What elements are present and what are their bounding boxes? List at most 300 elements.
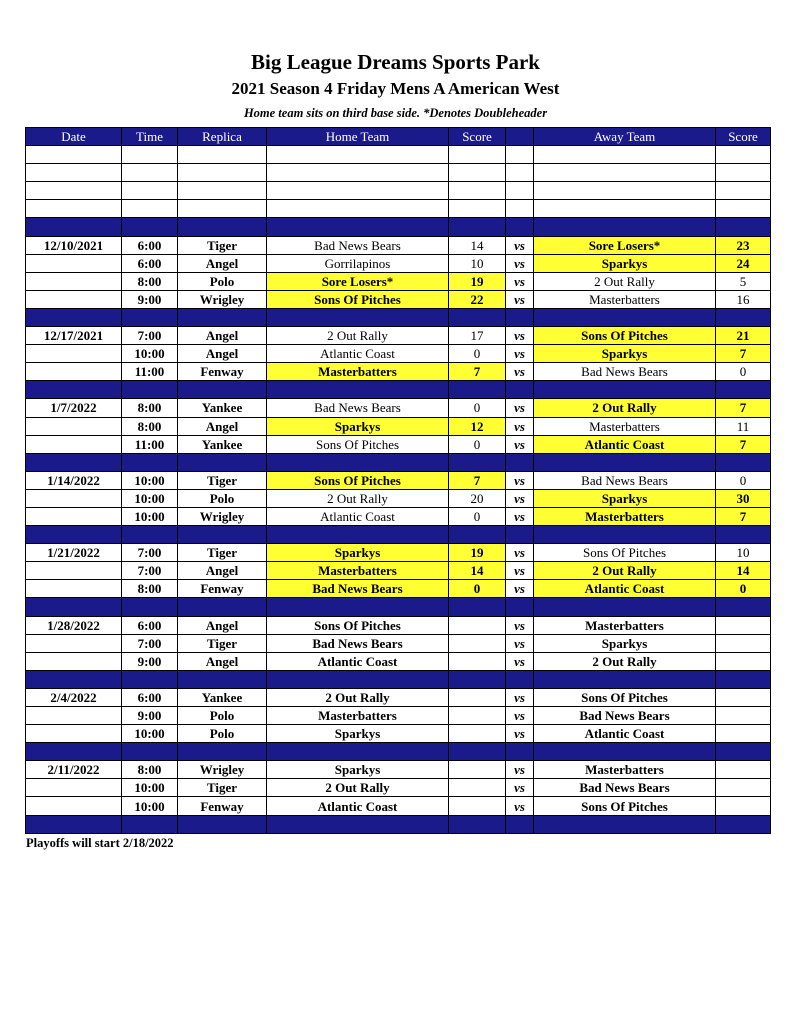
col-away-score: Score <box>716 128 771 146</box>
game-time: 10:00 <box>122 471 178 489</box>
separator-cell <box>178 743 267 761</box>
game-replica: Wrigley <box>178 507 267 525</box>
blank-cell <box>534 164 716 182</box>
game-date <box>26 652 122 670</box>
game-replica: Angel <box>178 562 267 580</box>
game-date <box>26 507 122 525</box>
away-score <box>716 652 771 670</box>
game-row <box>26 345 771 363</box>
away-team: Bad News Bears <box>534 363 716 381</box>
game-time: 9:00 <box>122 290 178 308</box>
blank-cell <box>178 182 267 200</box>
separator-cell <box>267 308 449 326</box>
blank-cell <box>716 146 771 164</box>
game-replica: Polo <box>178 272 267 290</box>
away-score: 7 <box>716 507 771 525</box>
separator-cell <box>178 453 267 471</box>
separator-cell <box>449 453 506 471</box>
away-score: 30 <box>716 489 771 507</box>
home-team: Sparkys <box>267 544 449 562</box>
home-score: 10 <box>449 254 506 272</box>
home-team: Sparkys <box>267 417 449 435</box>
blank-row <box>26 200 771 218</box>
separator-cell <box>534 218 716 236</box>
game-date: 1/14/2022 <box>26 471 122 489</box>
game-time: 10:00 <box>122 779 178 797</box>
home-team: Bad News Bears <box>267 580 449 598</box>
home-score <box>449 634 506 652</box>
vs-label: vs <box>506 544 534 562</box>
separator-cell <box>449 526 506 544</box>
schedule-body <box>26 146 771 834</box>
vs-label: vs <box>506 236 534 254</box>
away-score: 23 <box>716 236 771 254</box>
game-replica: Polo <box>178 725 267 743</box>
home-team: Sons Of Pitches <box>267 471 449 489</box>
home-score <box>449 797 506 815</box>
separator-cell <box>449 308 506 326</box>
blank-cell <box>122 182 178 200</box>
game-row <box>26 580 771 598</box>
home-team: Gorrilapinos <box>267 254 449 272</box>
game-date <box>26 435 122 453</box>
separator-cell <box>506 670 534 688</box>
home-team: 2 Out Rally <box>267 688 449 706</box>
home-score: 22 <box>449 290 506 308</box>
away-team: 2 Out Rally <box>534 272 716 290</box>
separator-cell <box>178 815 267 833</box>
game-replica: Wrigley <box>178 761 267 779</box>
away-team: Masterbatters <box>534 290 716 308</box>
game-time: 6:00 <box>122 236 178 254</box>
vs-label: vs <box>506 417 534 435</box>
away-team: Sparkys <box>534 634 716 652</box>
game-time: 8:00 <box>122 580 178 598</box>
week-separator <box>26 218 771 236</box>
game-time: 10:00 <box>122 345 178 363</box>
game-row <box>26 652 771 670</box>
game-row <box>26 779 771 797</box>
away-team: Bad News Bears <box>534 779 716 797</box>
blank-cell <box>122 146 178 164</box>
separator-cell <box>716 670 771 688</box>
game-time: 11:00 <box>122 363 178 381</box>
separator-cell <box>449 381 506 399</box>
separator-cell <box>449 670 506 688</box>
game-date <box>26 345 122 363</box>
game-replica: Tiger <box>178 634 267 652</box>
away-score <box>716 634 771 652</box>
game-date <box>26 417 122 435</box>
vs-label: vs <box>506 634 534 652</box>
home-team: Bad News Bears <box>267 399 449 417</box>
separator-cell <box>178 218 267 236</box>
separator-cell <box>716 453 771 471</box>
separator-cell <box>267 526 449 544</box>
vs-label: vs <box>506 507 534 525</box>
away-team: Sons Of Pitches <box>534 797 716 815</box>
home-team: Bad News Bears <box>267 634 449 652</box>
separator-cell <box>26 670 122 688</box>
game-time: 7:00 <box>122 327 178 345</box>
blank-cell <box>449 146 506 164</box>
playoffs-note: Playoffs will start 2/18/2022 <box>26 836 174 850</box>
vs-label: vs <box>506 761 534 779</box>
away-score <box>716 779 771 797</box>
blank-cell <box>26 200 122 218</box>
game-replica: Polo <box>178 707 267 725</box>
game-date: 2/4/2022 <box>26 688 122 706</box>
week-separator <box>26 453 771 471</box>
game-date: 12/17/2021 <box>26 327 122 345</box>
home-team: Masterbatters <box>267 562 449 580</box>
away-team: Sons Of Pitches <box>534 688 716 706</box>
vs-label: vs <box>506 471 534 489</box>
home-score: 12 <box>449 417 506 435</box>
separator-cell <box>178 670 267 688</box>
separator-cell <box>26 218 122 236</box>
separator-cell <box>716 308 771 326</box>
separator-cell <box>534 381 716 399</box>
game-replica: Tiger <box>178 471 267 489</box>
away-score: 0 <box>716 363 771 381</box>
game-row <box>26 562 771 580</box>
separator-cell <box>122 815 178 833</box>
game-row <box>26 254 771 272</box>
home-team: Masterbatters <box>267 707 449 725</box>
away-team: Sons Of Pitches <box>534 327 716 345</box>
separator-cell <box>716 526 771 544</box>
separator-cell <box>122 453 178 471</box>
game-replica: Fenway <box>178 580 267 598</box>
blank-row <box>26 146 771 164</box>
separator-cell <box>122 381 178 399</box>
blank-cell <box>26 146 122 164</box>
game-date: 2/11/2022 <box>26 761 122 779</box>
game-time: 9:00 <box>122 707 178 725</box>
game-replica: Angel <box>178 345 267 363</box>
separator-cell <box>267 598 449 616</box>
blank-cell <box>178 164 267 182</box>
game-date: 12/10/2021 <box>26 236 122 254</box>
game-time: 7:00 <box>122 562 178 580</box>
game-date <box>26 363 122 381</box>
separator-cell <box>534 815 716 833</box>
game-date <box>26 580 122 598</box>
away-team: 2 Out Rally <box>534 399 716 417</box>
away-score: 7 <box>716 399 771 417</box>
away-score: 10 <box>716 544 771 562</box>
away-team: Sons Of Pitches <box>534 544 716 562</box>
blank-cell <box>449 164 506 182</box>
col-vs <box>506 128 534 146</box>
separator-cell <box>506 381 534 399</box>
blank-cell <box>26 182 122 200</box>
blank-cell <box>26 164 122 182</box>
game-replica: Yankee <box>178 688 267 706</box>
page-subtitle: 2021 Season 4 Friday Mens A American West <box>231 79 560 98</box>
home-score: 17 <box>449 327 506 345</box>
blank-cell <box>122 164 178 182</box>
game-row <box>26 471 771 489</box>
separator-cell <box>506 308 534 326</box>
home-score: 7 <box>449 363 506 381</box>
home-team: Sons Of Pitches <box>267 616 449 634</box>
separator-cell <box>534 453 716 471</box>
game-row <box>26 236 771 254</box>
separator-cell <box>122 218 178 236</box>
separator-cell <box>716 598 771 616</box>
col-time: Time <box>122 128 178 146</box>
away-score: 0 <box>716 471 771 489</box>
away-score <box>716 725 771 743</box>
separator-cell <box>449 743 506 761</box>
game-replica: Tiger <box>178 544 267 562</box>
home-score <box>449 761 506 779</box>
separator-cell <box>178 308 267 326</box>
game-time: 10:00 <box>122 507 178 525</box>
blank-cell <box>178 146 267 164</box>
vs-label: vs <box>506 652 534 670</box>
game-time: 6:00 <box>122 616 178 634</box>
separator-cell <box>178 526 267 544</box>
separator-cell <box>267 381 449 399</box>
separator-cell <box>122 743 178 761</box>
separator-cell <box>267 743 449 761</box>
game-replica: Wrigley <box>178 290 267 308</box>
home-score: 0 <box>449 345 506 363</box>
away-team: Atlantic Coast <box>534 725 716 743</box>
away-team: Atlantic Coast <box>534 435 716 453</box>
blank-cell <box>506 164 534 182</box>
vs-label: vs <box>506 580 534 598</box>
away-team: Sparkys <box>534 345 716 363</box>
away-score: 7 <box>716 435 771 453</box>
separator-cell <box>449 598 506 616</box>
separator-cell <box>506 815 534 833</box>
game-row <box>26 489 771 507</box>
game-row <box>26 363 771 381</box>
away-score <box>716 797 771 815</box>
vs-label: vs <box>506 435 534 453</box>
blank-cell <box>534 146 716 164</box>
home-score: 19 <box>449 272 506 290</box>
vs-label: vs <box>506 688 534 706</box>
away-team: Masterbatters <box>534 761 716 779</box>
home-score <box>449 652 506 670</box>
separator-cell <box>534 743 716 761</box>
game-time: 8:00 <box>122 399 178 417</box>
game-date <box>26 272 122 290</box>
blank-cell <box>449 200 506 218</box>
separator-cell <box>716 743 771 761</box>
vs-label: vs <box>506 363 534 381</box>
away-score <box>716 688 771 706</box>
separator-cell <box>716 381 771 399</box>
separator-cell <box>267 815 449 833</box>
blank-cell <box>267 164 449 182</box>
blank-cell <box>534 182 716 200</box>
col-replica: Replica <box>178 128 267 146</box>
separator-cell <box>122 526 178 544</box>
away-score: 14 <box>716 562 771 580</box>
separator-cell <box>26 815 122 833</box>
game-row <box>26 327 771 345</box>
away-team: 2 Out Rally <box>534 652 716 670</box>
away-score: 16 <box>716 290 771 308</box>
game-time: 6:00 <box>122 688 178 706</box>
game-time: 10:00 <box>122 797 178 815</box>
col-home-score: Score <box>449 128 506 146</box>
away-score <box>716 707 771 725</box>
separator-cell <box>26 453 122 471</box>
game-row <box>26 725 771 743</box>
week-separator <box>26 381 771 399</box>
game-row <box>26 761 771 779</box>
col-date: Date <box>26 128 122 146</box>
game-date <box>26 562 122 580</box>
game-time: 11:00 <box>122 435 178 453</box>
home-score: 0 <box>449 580 506 598</box>
home-score: 7 <box>449 471 506 489</box>
game-time: 7:00 <box>122 634 178 652</box>
game-row <box>26 616 771 634</box>
separator-cell <box>267 453 449 471</box>
home-score: 20 <box>449 489 506 507</box>
home-score: 14 <box>449 236 506 254</box>
game-row <box>26 290 771 308</box>
separator-cell <box>178 598 267 616</box>
blank-cell <box>506 182 534 200</box>
game-replica: Angel <box>178 616 267 634</box>
game-replica: Angel <box>178 652 267 670</box>
game-time: 10:00 <box>122 489 178 507</box>
vs-label: vs <box>506 254 534 272</box>
vs-label: vs <box>506 489 534 507</box>
home-team: Atlantic Coast <box>267 507 449 525</box>
away-score: 11 <box>716 417 771 435</box>
separator-cell <box>506 598 534 616</box>
away-team: Sparkys <box>534 254 716 272</box>
game-row <box>26 797 771 815</box>
vs-label: vs <box>506 562 534 580</box>
game-time: 9:00 <box>122 652 178 670</box>
vs-label: vs <box>506 725 534 743</box>
away-score: 24 <box>716 254 771 272</box>
week-separator <box>26 526 771 544</box>
separator-cell <box>122 308 178 326</box>
game-time: 8:00 <box>122 417 178 435</box>
vs-label: vs <box>506 272 534 290</box>
separator-cell <box>178 381 267 399</box>
blank-cell <box>506 146 534 164</box>
away-score: 7 <box>716 345 771 363</box>
home-team: 2 Out Rally <box>267 327 449 345</box>
separator-cell <box>26 743 122 761</box>
home-score <box>449 616 506 634</box>
game-time: 7:00 <box>122 544 178 562</box>
home-score <box>449 779 506 797</box>
away-team: Bad News Bears <box>534 471 716 489</box>
separator-cell <box>506 453 534 471</box>
game-row <box>26 417 771 435</box>
game-replica: Tiger <box>178 779 267 797</box>
vs-label: vs <box>506 779 534 797</box>
week-separator <box>26 308 771 326</box>
blank-cell <box>267 146 449 164</box>
game-time: 8:00 <box>122 761 178 779</box>
game-date <box>26 797 122 815</box>
game-date <box>26 290 122 308</box>
away-score: 21 <box>716 327 771 345</box>
game-replica: Yankee <box>178 435 267 453</box>
col-away-team: Away Team <box>534 128 716 146</box>
blank-cell <box>267 200 449 218</box>
separator-cell <box>716 815 771 833</box>
blank-cell <box>506 200 534 218</box>
home-team: 2 Out Rally <box>267 489 449 507</box>
home-score <box>449 707 506 725</box>
away-score <box>716 761 771 779</box>
header-row <box>26 128 771 146</box>
separator-cell <box>26 526 122 544</box>
away-score <box>716 616 771 634</box>
game-row <box>26 688 771 706</box>
game-replica: Fenway <box>178 363 267 381</box>
home-team: Sparkys <box>267 761 449 779</box>
game-row <box>26 435 771 453</box>
away-score: 0 <box>716 580 771 598</box>
home-score: 0 <box>449 435 506 453</box>
separator-cell <box>26 308 122 326</box>
game-row <box>26 399 771 417</box>
away-team: Masterbatters <box>534 507 716 525</box>
game-replica: Polo <box>178 489 267 507</box>
separator-cell <box>534 526 716 544</box>
home-team: Bad News Bears <box>267 236 449 254</box>
home-team: 2 Out Rally <box>267 779 449 797</box>
home-score: 0 <box>449 507 506 525</box>
home-team: Sons Of Pitches <box>267 435 449 453</box>
game-replica: Yankee <box>178 399 267 417</box>
home-score: 19 <box>449 544 506 562</box>
separator-cell <box>26 381 122 399</box>
away-team: Masterbatters <box>534 417 716 435</box>
separator-cell <box>506 218 534 236</box>
blank-cell <box>267 182 449 200</box>
separator-cell <box>449 815 506 833</box>
schedule-table <box>25 127 771 834</box>
game-row <box>26 272 771 290</box>
blank-cell <box>534 200 716 218</box>
separator-cell <box>534 598 716 616</box>
home-team: Masterbatters <box>267 363 449 381</box>
game-date <box>26 707 122 725</box>
col-home-team: Home Team <box>267 128 449 146</box>
week-separator <box>26 598 771 616</box>
game-row <box>26 634 771 652</box>
blank-cell <box>178 200 267 218</box>
home-team: Atlantic Coast <box>267 652 449 670</box>
away-team: Masterbatters <box>534 616 716 634</box>
game-date <box>26 489 122 507</box>
week-separator <box>26 670 771 688</box>
separator-cell <box>506 526 534 544</box>
vs-label: vs <box>506 345 534 363</box>
vs-label: vs <box>506 797 534 815</box>
home-team: Atlantic Coast <box>267 345 449 363</box>
blank-cell <box>449 182 506 200</box>
